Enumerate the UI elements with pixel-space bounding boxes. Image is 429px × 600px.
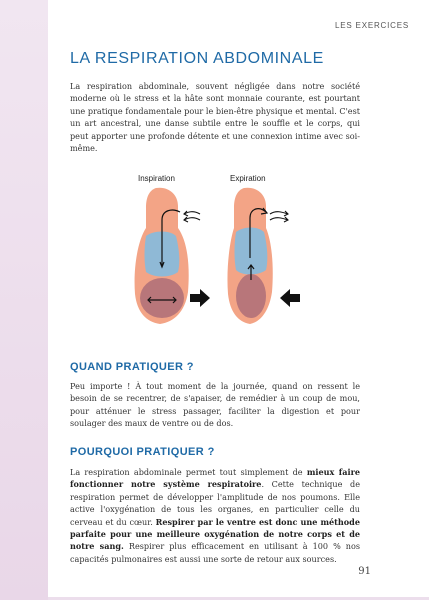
expiration-push-arrow <box>280 289 300 307</box>
inspiration-label: Inspiration <box>138 174 175 183</box>
breathing-diagram <box>108 172 308 332</box>
section-text-quand: Peu importe ! À tout moment de la journée, quand on ressent le besoin de se recentrer, de s'apaiser, de remédier à un coup de mou, pour atténuer le stress passager, faciliter la digestion et pour soulager des maux de ventre ou de dos. <box>70 381 360 429</box>
page-title: LA RESPIRATION ABDOMINALE <box>70 50 324 67</box>
inspiration-abdomen <box>140 278 184 318</box>
inspiration-push-arrow <box>190 289 210 307</box>
expiration-figure <box>227 174 300 324</box>
bold-phrase-2: Respirer par le ventre est donc une méthode parfaite pour une meilleure oxygénation de notre corps et de notre sang. <box>70 516 360 552</box>
inspiration-figure <box>135 174 210 324</box>
inhale-air-arrows <box>184 212 200 220</box>
expiration-label: Expiration <box>230 174 266 183</box>
section-text-pourquoi: La respiration abdominale permet tout simplement de mieux faire fonctionner notre système respiratoire. Cette technique de respiration permet de développer l'amplitude de nos poumons. Elle active l'oxygénation de tous les organes, en particulier celle du cerveau et du cœur. Respirer par le ventre est donc une méthode parfaite pour une meilleure oxygénation de notre corps et de notre sang. Respirer plus efficacement en utilisant à 100 % nos capacités pulmonaires est aussi une sorte de retour aux sources. <box>70 467 361 564</box>
expiration-abdomen <box>236 274 266 318</box>
side-band <box>0 0 48 600</box>
page-number: 91 <box>358 566 371 577</box>
section-heading-quand: QUAND PRATIQUER ? <box>70 361 194 373</box>
intro-paragraph: La respiration abdominale, souvent négligée dans notre société moderne où le stress et la hâte sont monnaie courante, est pourtant une pratique fondamentale pour le bien-être physique et mental. C'est un art ancestral, une danse subtile entre le souffle et le corps, qui peut apporter une profonde détente et une connexion intime avec soi-même. <box>70 81 360 154</box>
bold-phrase-1: mieux faire fonctionner notre système respiratoire <box>70 467 361 490</box>
running-header: LES EXERCICES <box>335 21 409 30</box>
section-heading-pourquoi: POURQUOI PRATIQUER ? <box>70 446 215 458</box>
